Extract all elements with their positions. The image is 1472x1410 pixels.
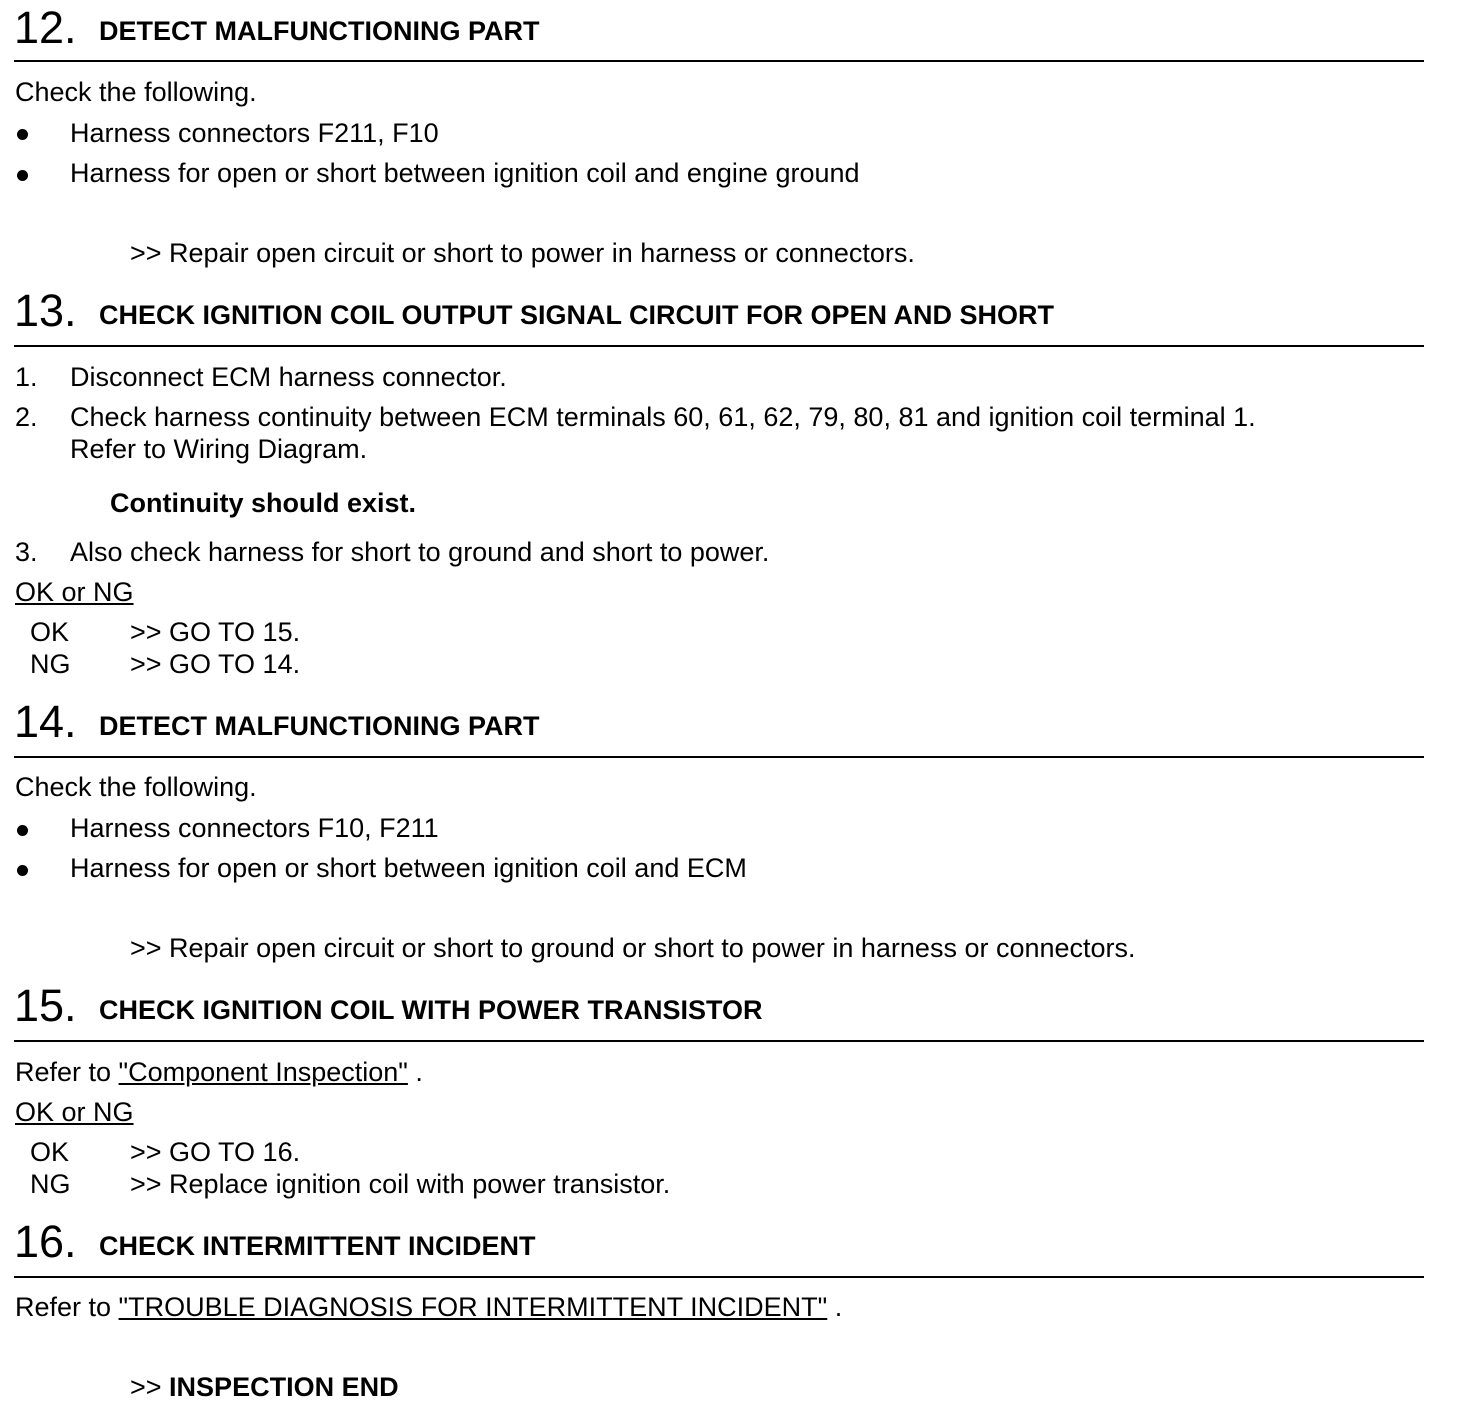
list-item-continued: Refer to Wiring Diagram.: [70, 434, 368, 464]
refer-suffix: .: [407, 1057, 423, 1087]
result-action: >> Repair open circuit or short to ground or short to power in harness or connectors.: [130, 933, 1136, 963]
step-number: 12.: [14, 2, 77, 53]
inspection-end: [130, 1371, 399, 1403]
decision-label: OK or NG: [15, 1097, 134, 1127]
ok-label: OK: [30, 617, 70, 647]
ok-action: >> GO TO 16.: [130, 1137, 301, 1167]
intermittent-incident-link[interactable]: "TROUBLE DIAGNOSIS FOR INTERMITTENT INCIDENT": [118, 1292, 828, 1322]
step-number: 13.: [14, 285, 77, 336]
list-item: Harness for open or short between ignition coil and engine ground: [70, 158, 860, 188]
end-prefix: >>: [130, 1372, 170, 1402]
section-divider: [14, 756, 1424, 758]
section-divider: [14, 345, 1424, 347]
list-item: Harness for open or short between ignition coil and ECM: [70, 853, 747, 883]
list-item: Harness connectors F10, F211: [70, 813, 439, 843]
ng-action: >> Replace ignition coil with power transistor.: [130, 1169, 671, 1199]
refer-line: [15, 1056, 423, 1088]
step-title: CHECK IGNITION COIL WITH POWER TRANSISTOR: [99, 995, 763, 1025]
end-text: INSPECTION END: [169, 1372, 399, 1402]
list-item: Also check harness for short to ground and short to power.: [70, 537, 770, 567]
step-title: DETECT MALFUNCTIONING PART: [99, 16, 540, 46]
bullet-icon: [17, 865, 28, 876]
step-title: CHECK IGNITION COIL OUTPUT SIGNAL CIRCUIT FOR OPEN AND SHORT: [99, 300, 1055, 330]
section-divider: [14, 1276, 1424, 1278]
item-number: 1.: [15, 362, 38, 392]
ng-label: NG: [30, 1169, 71, 1199]
ng-action: >> GO TO 14.: [130, 649, 301, 679]
step-number: 14.: [14, 696, 77, 747]
result-action: >> Repair open circuit or short to power in harness or connectors.: [130, 238, 915, 268]
ng-label: NG: [30, 649, 71, 679]
intro-text: Check the following.: [15, 77, 257, 107]
list-item: Check harness continuity between ECM terminals 60, 61, 62, 79, 80, 81 and ignition coil terminal 1.: [70, 402, 1256, 432]
step-title: CHECK INTERMITTENT INCIDENT: [99, 1231, 536, 1261]
item-number: 2.: [15, 402, 38, 432]
component-inspection-link[interactable]: "Component Inspection": [118, 1057, 408, 1087]
step-number: 15.: [14, 980, 77, 1031]
item-number: 3.: [15, 537, 38, 567]
intro-text: Check the following.: [15, 772, 257, 802]
specification: Continuity should exist.: [110, 488, 417, 518]
bullet-icon: [17, 170, 28, 181]
section-divider: [14, 60, 1424, 62]
step-title: DETECT MALFUNCTIONING PART: [99, 711, 540, 741]
list-item: Disconnect ECM harness connector.: [70, 362, 507, 392]
refer-prefix: Refer to: [15, 1057, 119, 1087]
decision-label: OK or NG: [15, 577, 134, 607]
refer-prefix: Refer to: [15, 1292, 119, 1322]
bullet-icon: [17, 129, 28, 140]
ok-label: OK: [30, 1137, 70, 1167]
refer-suffix: .: [827, 1292, 843, 1322]
list-item: Harness connectors F211, F10: [70, 118, 439, 148]
refer-line: [15, 1291, 842, 1323]
bullet-icon: [17, 825, 28, 836]
ok-action: >> GO TO 15.: [130, 617, 301, 647]
step-number: 16.: [14, 1216, 77, 1267]
section-divider: [14, 1040, 1424, 1042]
